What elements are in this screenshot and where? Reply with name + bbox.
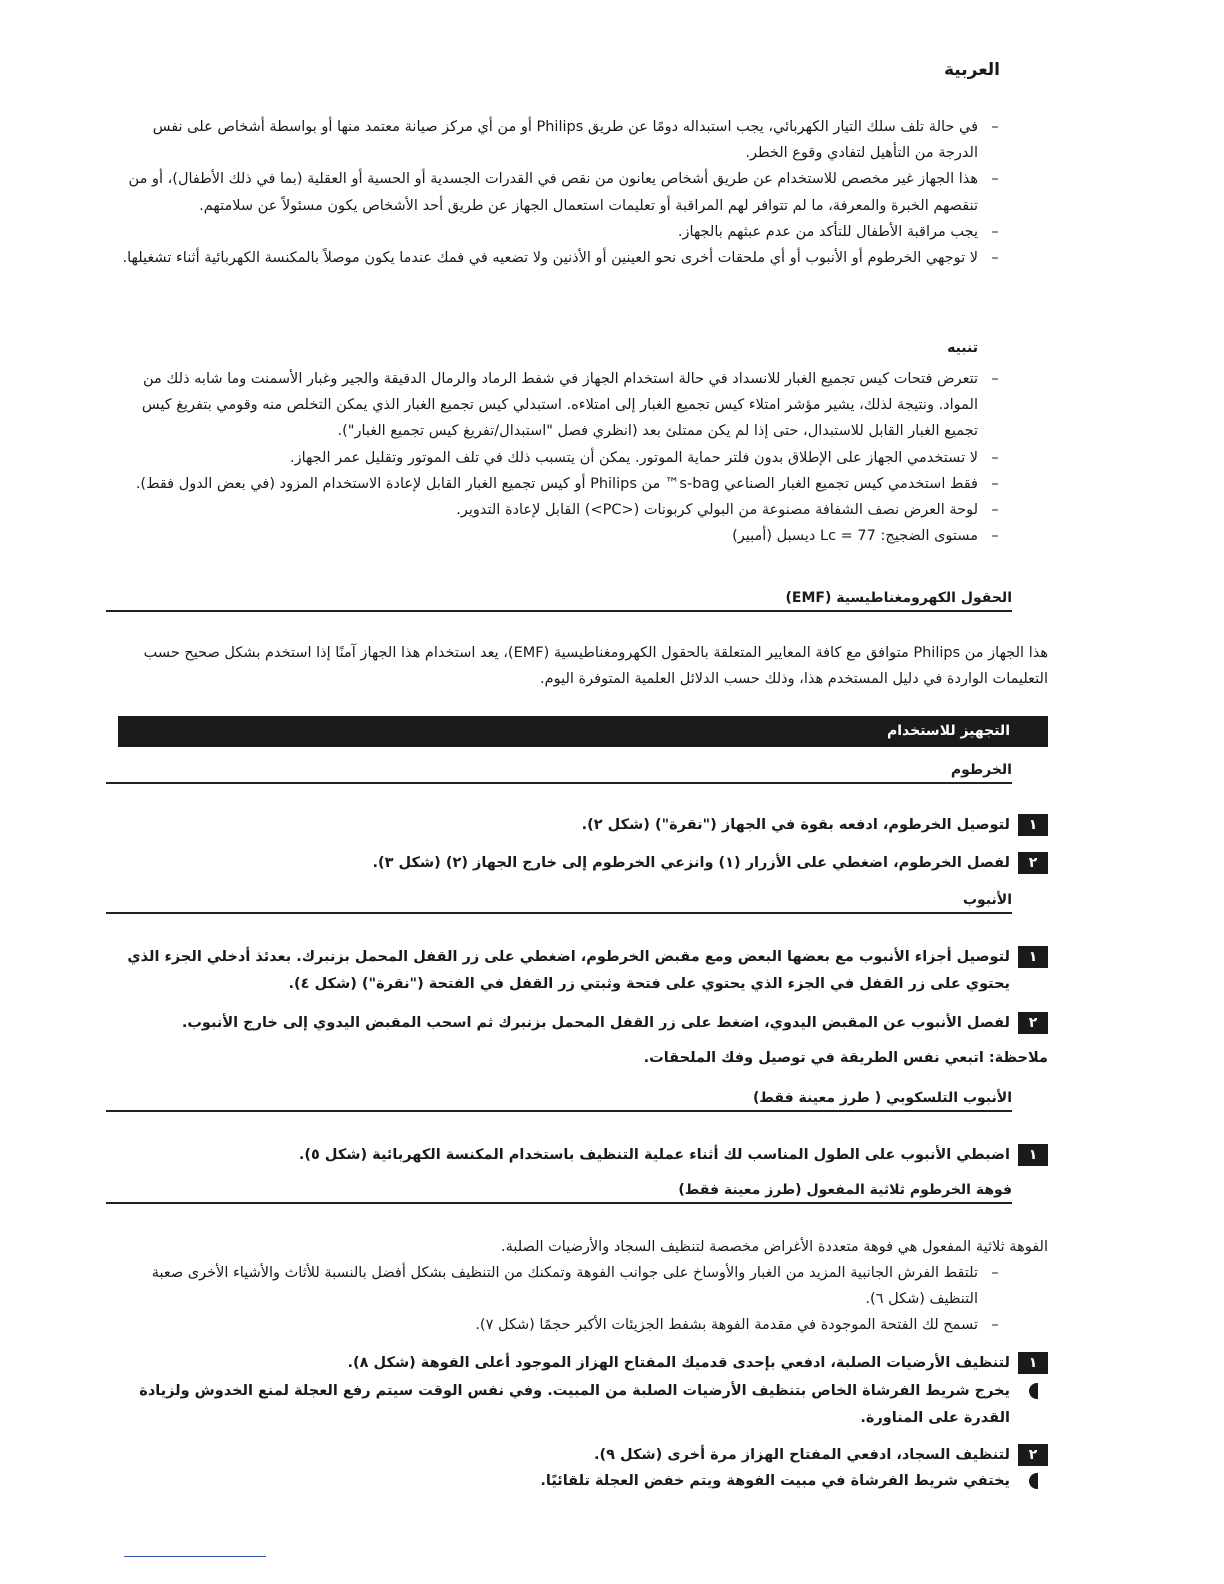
- list-item: – تلتقط الفرش الجانبية المزيد من الغبار والأوساخ على جوانب الفوهة وتمكنك من التنظيف بشكل أفضل بالنسبة للأثاث والأشياء الأخرى صعبة التنظيف (شكل ٦).: [151, 1265, 999, 1308]
- step-number: ١: [1018, 814, 1048, 836]
- result-bullet-icon: [1018, 1378, 1048, 1399]
- step-number: ٢: [1018, 852, 1048, 874]
- tube-step-2: ٢ لفصل الأنبوب عن المقبض اليدوي، اضغط على زر القفل المحمل بزنبرك ثم اسحب المقبض اليدوي إلى خارج الأنبوب.: [118, 1010, 1048, 1037]
- nozzle-intro: الفوهة ثلاثية المفعول هي فوهة متعددة الأغراض مخصصة لتنظيف السجاد والأرضيات الصلبة.: [500, 1239, 1048, 1255]
- language-label: العربية: [943, 60, 1000, 80]
- nozzle-step-1: ١ لتنظيف الأرضيات الصلبة، ادفعي بإحدى قدميك المفتاح الهزاز الموجود أعلى الفوهة (شكل ٨).: [118, 1350, 1048, 1377]
- caution-list: [112, 366, 1012, 549]
- telescopic-step-1: ١ اضبطي الأنبوب على الطول المناسب لك أثناء عملية التنظيف باستخدام المكنسة الكهربائية (شكل ٥).: [118, 1142, 1048, 1169]
- list-item: – تسمح لك الفتحة الموجودة في مقدمة الفوهة بشفط الجزيئات الأكبر حجمًا (شكل ٧).: [475, 1317, 999, 1334]
- nozzle-step-2: ٢ لتنظيف السجاد، ادفعي المفتاح الهزاز مرة أخرى (شكل ٩).: [118, 1442, 1048, 1469]
- nozzle-result-1: يخرج شريط الفرشاة الخاص بتنظيف الأرضيات الصلبة من المبيت. وفي نفس الوقت سيتم رفع العجلة لمنع الخدوش ولزيادة القدرة على المناورة.: [118, 1378, 1048, 1431]
- list-item: – تتعرض فتحات كيس تجميع الغبار للانسداد في حالة استخدام الجهاز في شفط الرماد والرمال الدقيقة والجير وغبار الأسمنت وما شابه ذلك من المواد. ونتيجة لذلك، يشير مؤشر امتلاء كيس تجميع الغبار إلى امتلاءه. استبدلي كيس تجميع الغبار الذي يمكن التخلص منه وقومي بتفريغ كيس تجميع الغبار القابل للاستبدال، حتى إذا لم يكن ممتلئ بعد (انظري فصل "استبدال/تفريغ كيس تجميع الغبار").: [141, 371, 999, 440]
- list-item: – هذا الجهاز غير مخصص للاستخدام عن طريق أشخاص يعانون من نقص في القدرات الجسدية أو الحسية أو العقلية (بما في ذلك الأطفال)، أو من تنقصهم الخبرة والمعرفة، ما لم تتوافر لهم المراقبة أو تعليمات استعمال الجهاز عن طريق أحد الأشخاص يكون مسئولاً عن سلامتهم.: [128, 171, 999, 214]
- step-number: ٢: [1018, 1012, 1048, 1034]
- list-item: – مستوى الضجيج: Lc = 77 ديسبل (أمبير): [732, 528, 999, 545]
- list-item: – لوحة العرض نصف الشفافة مصنوعة من البولي كربونات (<PC>) القابل لإعادة التدوير.: [456, 502, 999, 519]
- list-item: – لا توجهي الخرطوم أو الأنبوب أو أي ملحقات أخرى نحو العينين أو الأذنين ولا تضعيه في فمك عندما يكون موصلاً بالمكنسة الكهربائية أثناء تشغيلها.: [122, 250, 999, 267]
- result-bullet-icon: [1018, 1468, 1048, 1489]
- step-number: ١: [1018, 1352, 1048, 1374]
- step-number: ١: [1018, 1144, 1048, 1166]
- list-item: – لا تستخدمي الجهاز على الإطلاق بدون فلتر حماية الموتور. يمكن أن يتسبب ذلك في تلف الموتور وتقليل عمر الجهاز.: [289, 449, 999, 466]
- hose-heading: الخرطوم: [106, 762, 1012, 784]
- list-item: – فقط استخدمي كيس تجميع الغبار الصناعي s-bag™ من Philips أو كيس تجميع الغبار القابل لإعادة الاستخدام المزود (في بعض الدول فقط).: [135, 475, 999, 492]
- list-item: – يجب مراقبة الأطفال للتأكد من عدم عبثهم بالجهاز.: [677, 223, 999, 240]
- caution-heading: تنبيه: [947, 340, 978, 356]
- step-number: ٢: [1018, 1444, 1048, 1466]
- emf-text: هذا الجهاز من Philips متوافق مع كافة المعايير المتعلقة بالحقول الكهرومغناطيسية (EMF)، يعد استخدام هذا الجهاز آمنًا إذا استخدم بشكل صحيح حسب التعليمات الواردة في دليل المستخدم هذا، وذلك حسب الدلائل العلمية المتوفرة اليوم.: [143, 645, 1048, 688]
- hose-step-1: ١ لتوصيل الخرطوم، ادفعه بقوة في الجهاز ("نقرة") (شكل ٢).: [118, 812, 1048, 839]
- telescopic-heading: الأنبوب التلسكوبي ( طرز معينة فقط): [106, 1090, 1012, 1112]
- footnote-divider: [124, 1556, 266, 1557]
- warnings-list: [112, 114, 1012, 271]
- emf-heading: الحقول الكهرومغناطيسية (EMF): [106, 590, 1012, 612]
- nozzle-result-2: يختفي شريط الفرشاة في مبيت الفوهة ويتم خفض العجلة تلقائيًا.: [118, 1468, 1048, 1495]
- step-number: ١: [1018, 946, 1048, 968]
- section-title-bar: التجهيز للاستخدام: [118, 716, 1048, 747]
- nozzle-list: [112, 1260, 1012, 1339]
- tube-note: ملاحظة: اتبعي نفس الطريقة في توصيل وفك الملحقات.: [643, 1050, 1048, 1066]
- hose-step-2: ٢ لفصل الخرطوم، اضغطي على الأزرار (١) وانزعي الخرطوم إلى خارج الجهاز (٢) (شكل ٣).: [118, 850, 1048, 877]
- nozzle-heading: فوهة الخرطوم ثلاثية المفعول (طرز معينة فقط): [106, 1182, 1012, 1204]
- tube-step-1: ١ لتوصيل أجزاء الأنبوب مع بعضها البعض ومع مقبض الخرطوم، اضغطي على زر القفل المحمل بزنبرك. بعدئذ أدخلي الجزء الذي يحتوي على زر القفل في الجزء الذي يحتوي على فتحة وثبتي زر القفل في الفتحة ("نقرة") (شكل ٤).: [118, 944, 1048, 997]
- list-item: – في حالة تلف سلك التيار الكهربائي، يجب استبداله دومًا عن طريق Philips أو من أي مركز صيانة معتمد منها أو بواسطة أشخاص على نفس الدرجة من التأهيل لتفادي وقوع الخطر.: [152, 119, 999, 162]
- tube-heading: الأنبوب: [106, 892, 1012, 914]
